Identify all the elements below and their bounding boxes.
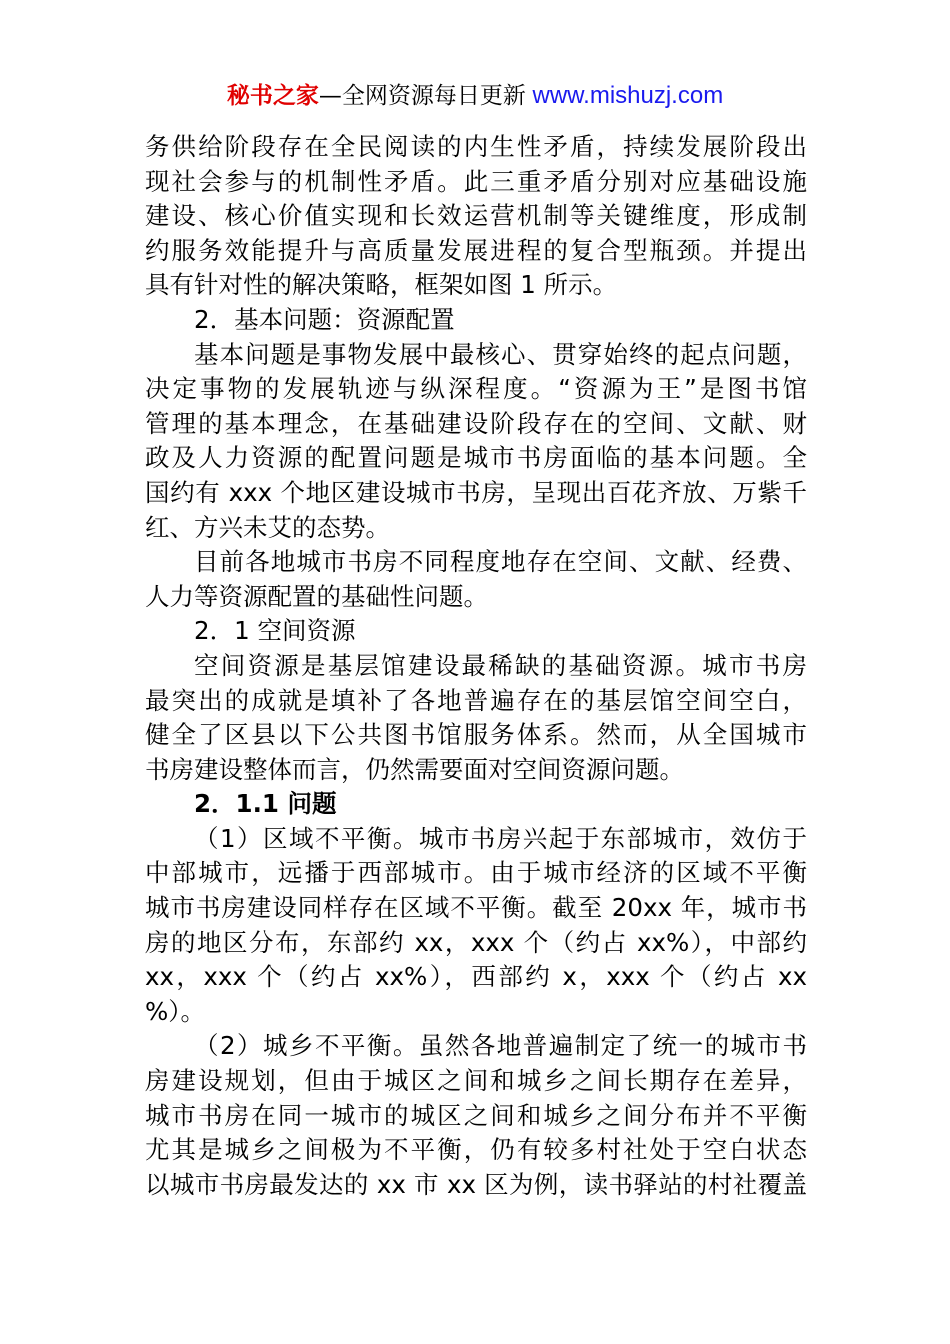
text-line: 基本问题是事物发展中最核心、贯穿始终的起点问题， [194,339,807,369]
text-line: 现社会参与的机制性矛盾。此三重矛盾分别对应基础设施 [145,166,807,196]
text-line: 红、方兴未艾的态势。 [145,512,390,542]
text-line: 房建设规划，但由于城区之间和城乡之间长期存在差异， [145,1066,807,1096]
text-line: 国约有 xxx 个地区建设城市书房，呈现出百花齐放、万紫千 [145,477,807,507]
text-line: 尤其是城乡之间极为不平衡，仍有较多村社处于空白状态 [145,1135,807,1165]
header-tagline: —全网资源每日更新 [318,83,526,109]
text-line: 人力等资源配置的基础性问题。 [145,581,488,611]
text-line: 书房建设整体而言，仍然需要面对空间资源问题。 [145,754,684,784]
header-url-link[interactable]: www.mishuzj.com [525,82,724,109]
subsubsection-heading: 2．1.1 问题 [194,789,337,819]
text-line: 空间资源是基层馆建设最稀缺的基础资源。城市书房 [194,650,807,680]
text-line: 管理的基本理念，在基础建设阶段存在的空间、文献、财 [145,408,807,438]
text-line: %）。 [145,996,206,1026]
text-line: 房的地区分布，东部约 xx，xxx 个（约占 xx%），中部约 [145,927,807,957]
text-line: 决定事物的发展轨迹与纵深程度。“资源为王”是图书馆 [145,374,807,404]
text-line: （2）城乡不平衡。虽然各地普遍制定了统一的城市书 [194,1031,807,1061]
brand-name: 秘书之家 [226,83,319,109]
text-line: 目前各地城市书房不同程度地存在空间、文献、经费、 [194,547,807,577]
text-line: 城市书房建设同样存在区域不平衡。截至 20xx 年，城市书 [145,893,807,923]
text-line: 具有针对性的解决策略，框架如图 1 所示。 [145,270,618,300]
document-body [145,130,807,1202]
page-header [0,80,950,112]
text-line: 中部城市，远播于西部城市。由于城市经济的区域不平衡 [145,858,807,888]
text-line: 最突出的成就是填补了各地普遍存在的基层馆空间空白， [145,685,807,715]
text-line: 约服务效能提升与高质量发展进程的复合型瓶颈。并提出 [145,235,807,265]
text-line: 务供给阶段存在全民阅读的内生性矛盾，持续发展阶段出 [145,132,807,161]
text-line: 以城市书房最发达的 xx 市 xx 区为例，读书驿站的村社覆盖 [145,1169,807,1199]
text-line: 建设、核心价值实现和长效运营机制等关键维度，形成制 [145,201,807,231]
text-line: 政及人力资源的配置问题是城市书房面临的基本问题。全 [145,443,807,473]
section-heading: 2．基本问题：资源配置 [194,304,455,334]
text-line: 健全了区县以下公共图书馆服务体系。然而，从全国城市 [145,720,807,750]
text-line: （1）区域不平衡。城市书房兴起于东部城市，效仿于 [194,823,807,853]
text-line: xx，xxx 个（约占 xx%），西部约 x，xxx 个（约占 xx [145,962,807,992]
subsection-heading: 2．1 空间资源 [194,616,356,646]
text-line: 城市书房在同一城市的城区之间和城乡之间分布并不平衡 [145,1100,807,1130]
